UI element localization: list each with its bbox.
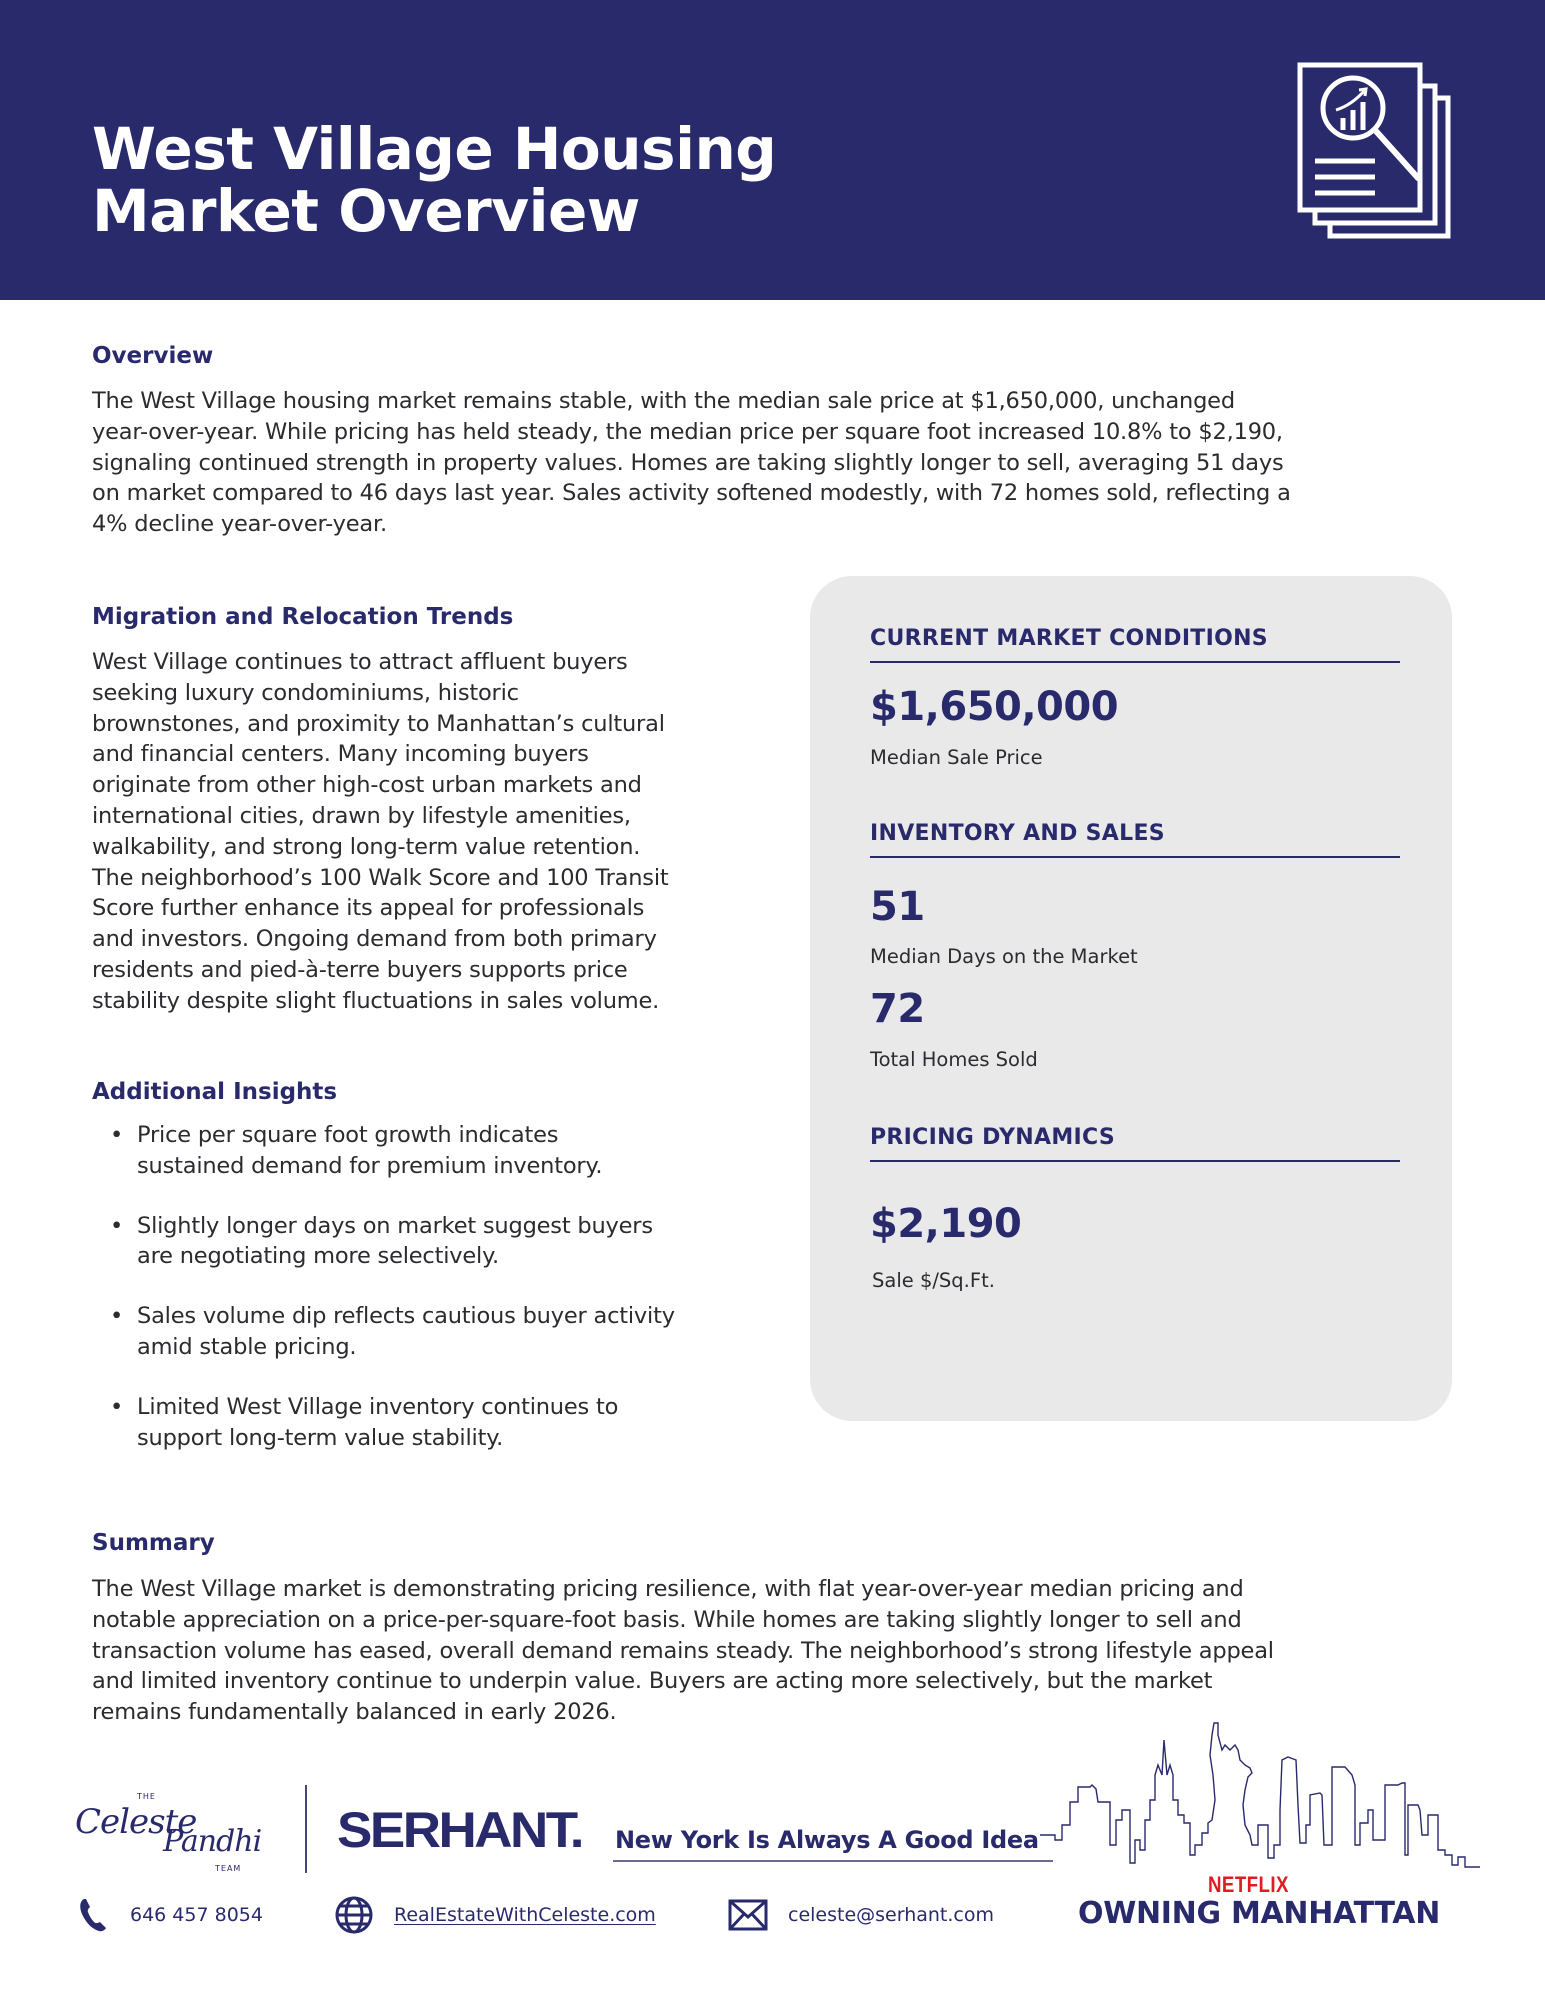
migration-heading: Migration and Relocation Trends — [92, 604, 514, 630]
bullet-icon: • — [110, 1122, 124, 1148]
summary-heading: Summary — [92, 1530, 215, 1556]
summary-line: and limited inventory continue to underpin value. Buyers are acting more selectively, but the market — [92, 1668, 1213, 1695]
sale-price-per-sqft-label: Sale $/Sq.Ft. — [872, 1269, 995, 1292]
website-contact[interactable] — [334, 1895, 656, 1935]
tagline-underline — [613, 1860, 1053, 1862]
median-days-on-market-label: Median Days on the Market — [870, 945, 1138, 968]
section-divider — [870, 661, 1400, 663]
migration-line: and investors. Ongoing demand from both primary — [92, 926, 657, 953]
bullet-icon: • — [110, 1212, 124, 1239]
summary-line: remains fundamentally balanced in early 2026. — [92, 1699, 617, 1726]
phone-contact[interactable] — [78, 1895, 263, 1935]
overview-line: The West Village housing market remains stable, with the median sale price at $1,650,000, unchanged — [92, 388, 1235, 414]
median-sale-price-value: $1,650,000 — [870, 684, 1119, 730]
current-market-conditions-title: CURRENT MARKET CONDITIONS — [870, 626, 1268, 651]
tagline: New York Is Always A Good Idea — [615, 1826, 1039, 1854]
page-title-line-2: Market Overview — [92, 177, 640, 245]
insight-item — [92, 1301, 772, 1363]
logo-script-last: Pandhi — [163, 1824, 262, 1859]
overview-line: on market compared to 46 days last year. Sales activity softened modestly, with 72 homes sold, reflecting a — [92, 480, 1291, 507]
report-magnifier-chart-icon — [1290, 58, 1460, 243]
total-homes-sold-label: Total Homes Sold — [870, 1048, 1038, 1071]
serhant-logo: SERHANT. — [337, 1802, 583, 1859]
phone-icon — [78, 1897, 110, 1933]
insights-list — [92, 1120, 772, 1482]
page-title-line-1: West Village Housing — [92, 115, 777, 183]
celeste-pandhi-team-logo — [75, 1782, 275, 1877]
insight-text: support long-term value stability. — [137, 1424, 504, 1451]
market-conditions-card — [810, 576, 1452, 1421]
website-link[interactable]: RealEstateWithCeleste.com — [394, 1904, 656, 1926]
insight-text: Price per square foot growth indicates — [137, 1122, 559, 1148]
migration-line: originate from other high-cost urban markets and — [92, 772, 642, 799]
email-address[interactable]: celeste@serhant.com — [788, 1904, 995, 1926]
insights-heading: Additional Insights — [92, 1079, 338, 1105]
nyc-skyline-icon — [1040, 1705, 1480, 1875]
migration-line: international cities, drawn by lifestyle amenities, — [92, 802, 631, 829]
migration-paragraph — [92, 647, 792, 1017]
logo-the-text: THE — [137, 1792, 156, 1801]
netflix-logo: NETFLIX — [1208, 1872, 1289, 1897]
overview-line: signaling continued strength in property values. Homes are taking slightly longer to sell, averaging 51 days — [92, 449, 1284, 476]
pricing-dynamics-title: PRICING DYNAMICS — [870, 1125, 1116, 1150]
median-sale-price-label: Median Sale Price — [870, 746, 1043, 769]
insight-item — [92, 1392, 772, 1454]
phone-number: 646 457 8054 — [130, 1904, 263, 1926]
summary-line: The West Village market is demonstrating pricing resilience, with flat year-over-year median pricing and — [92, 1576, 1244, 1602]
migration-line: residents and pied-à-terre buyers supports price — [92, 956, 628, 983]
bullet-icon: • — [110, 1303, 124, 1330]
migration-line: The neighborhood’s 100 Walk Score and 100 Transit — [92, 864, 669, 891]
insight-text: Slightly longer days on market suggest buyers — [137, 1212, 653, 1239]
migration-line: stability despite slight fluctuations in sales volume. — [92, 987, 660, 1014]
header-banner — [0, 0, 1545, 300]
footer-divider — [305, 1785, 307, 1873]
logo-script-first: Celeste — [75, 1802, 197, 1842]
insight-item — [92, 1120, 772, 1182]
page-title — [92, 115, 777, 245]
bullet-icon: • — [110, 1393, 124, 1420]
insight-text: Sales volume dip reflects cautious buyer activity — [137, 1303, 675, 1330]
insight-item — [92, 1211, 772, 1273]
overview-line: year-over-year. While pricing has held steady, the median price per square foot increased 10.8% to $2,190, — [92, 418, 1283, 445]
summary-line: transaction volume has eased, overall demand remains steady. The neighborhood’s strong lifestyle appeal — [92, 1637, 1274, 1664]
logo-team-text: TEAM — [215, 1864, 242, 1873]
overview-line: 4% decline year-over-year. — [92, 511, 387, 538]
overview-paragraph — [92, 386, 1472, 540]
median-days-on-market-value: 51 — [870, 884, 925, 930]
insight-text: are negotiating more selectively. — [137, 1243, 499, 1270]
migration-line: Score further enhance its appeal for professionals — [92, 895, 645, 922]
sale-price-per-sqft-value: $2,190 — [870, 1201, 1022, 1247]
email-contact[interactable] — [728, 1895, 994, 1935]
insight-text: Limited West Village inventory continues to — [137, 1393, 619, 1420]
section-divider — [870, 856, 1400, 858]
globe-icon — [334, 1895, 374, 1935]
inventory-and-sales-title: INVENTORY AND SALES — [870, 821, 1165, 846]
section-divider — [870, 1160, 1400, 1162]
overview-heading: Overview — [92, 343, 214, 369]
migration-line: seeking luxury condominiums, historic — [92, 679, 519, 706]
summary-line: notable appreciation on a price-per-square-foot basis. While homes are taking slightly longer to sell and — [92, 1606, 1242, 1633]
insight-text: sustained demand for premium inventory. — [137, 1152, 603, 1179]
migration-line: brownstones, and proximity to Manhattan’s cultural — [92, 710, 665, 737]
envelope-icon — [728, 1899, 768, 1931]
migration-line: West Village continues to attract affluent buyers — [92, 649, 628, 675]
migration-line: walkability, and strong long-term value retention. — [92, 833, 641, 860]
insight-text: amid stable pricing. — [137, 1333, 357, 1360]
owning-manhattan-logo: OWNING MANHATTAN — [1078, 1896, 1441, 1931]
migration-line: and financial centers. Many incoming buyers — [92, 741, 589, 768]
total-homes-sold-value: 72 — [870, 986, 925, 1032]
